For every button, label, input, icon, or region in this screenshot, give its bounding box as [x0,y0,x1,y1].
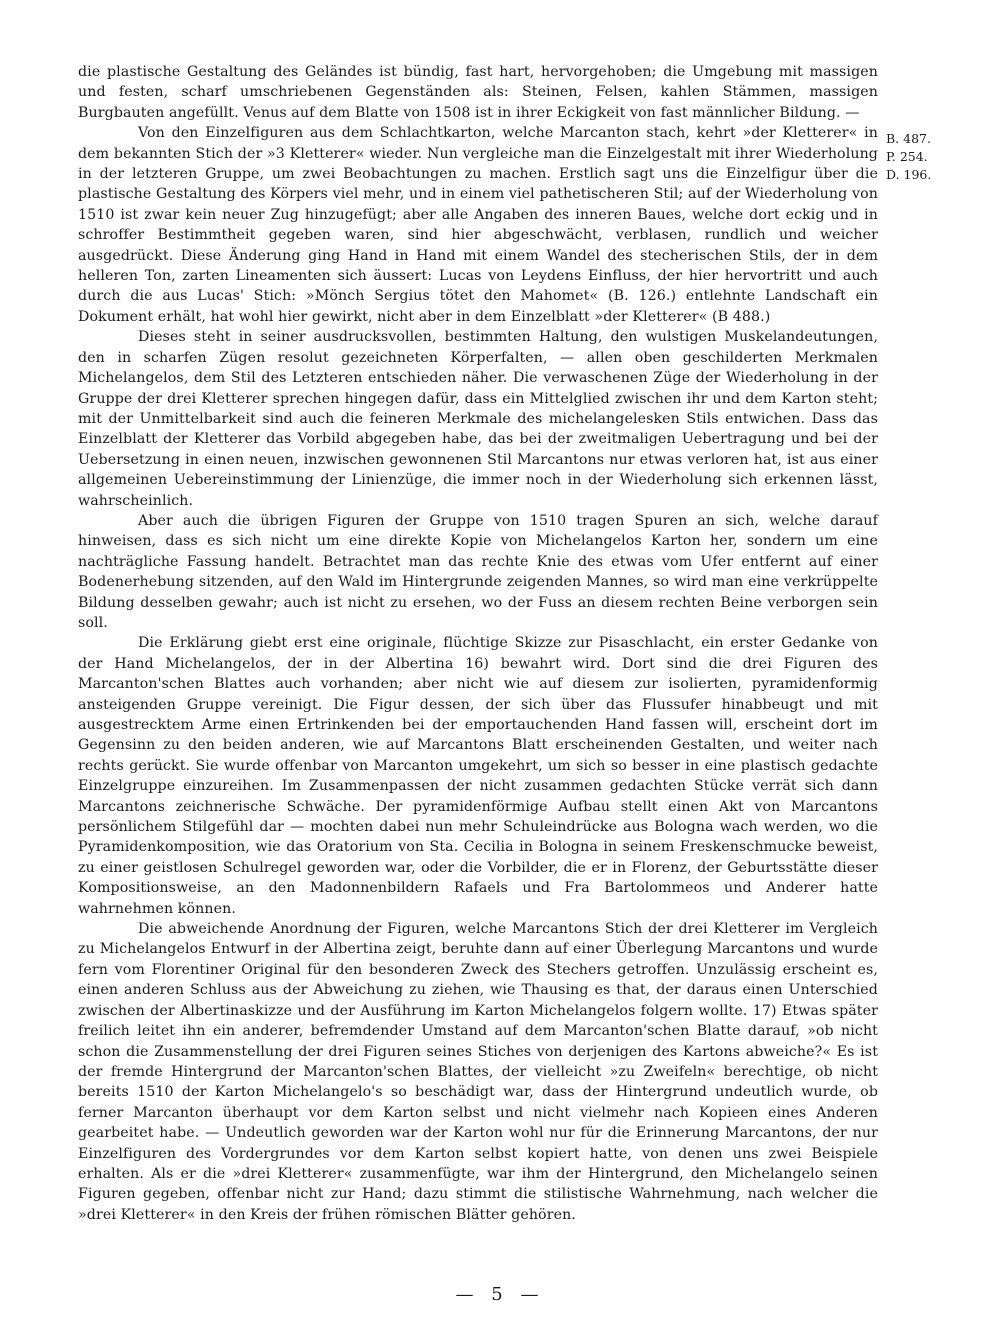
paragraph-2: Dieses steht in seiner ausdrucksvollen, bestimmten Haltung, den wulstigen Muskelandeutungen, den in scharfen Zügen resolut gezeichneten Körperfalten, — allen oben geschilderten Merkmalen Michelangelos, dem Stil des Letzteren entschieden näher. Die verwaschenen Züge der Wiederholung in der Gruppe der drei Kletterer sprechen hingegen dafür, dass ein Mittelglied zwischen ihr und dem Karton steht; mit der Unmittelbarkeit sind auch die feineren Merkmale des michelangelesken Stils entwichen. Dass das Einzelblatt der Kletterer das Vorbild abgegeben habe, das bei der zweitmaligen Uebertragung und bei der Uebersetzung in einen neuen, inzwischen gewonnenen Stil Marcantons nur etwas verloren hat, ist aus einer allgemeinen Uebereinstimmung der Linienzüge, die immer noch in der Wiederholung sich erkennen lässt, wahrscheinlich. [78,329,878,509]
paragraph-5: Die abweichende Anordnung der Figuren, welche Marcantons Stich der drei Kletterer im Vergleich zu Michelangelos Entwurf in der Albertina zeigt, beruhte dann auf einer Überlegung Marcantons und wurde fern vom Florentiner Original für den besonderen Zweck des Stechers getroffen. Unzulässig erscheint es, einen anderen Schluss aus der Abweichung zu ziehen, wie Thausing es that, der daraus einen Unterschied zwischen der Albertinaskizze und der Ausführung im Karton Michelangelos folgern wollte. 17) Etwas später freilich leitet ihn ein anderer, befremdender Umstand auf dem Marcanton'schen Blatte darauf, »ob nicht schon die Zusammenstellung der drei Figuren seines Stiches von derjenigen des Kartons abweiche?« Es ist der fremde Hintergrund der Marcanton'schen Blattes, der vielleicht »zu Zweifeln« berechtige, ob nicht bereits 1510 der Karton Michelangelo's so beschädigt war, dass der Hintergrund undeutlich wurde, ob ferner Marcanton überhaupt vor dem Karton selbst und nicht vielmehr nach Kopieen eines Anderen gearbeitet habe. — Undeutlich geworden war der Karton wohl nur für die Erinnerung Marcantons, der nur Einzelfiguren des Vordergrundes vor dem Karton selbst kopiert hatte, von denen uns zwei Beispiele erhalten. Als er die »drei Kletterer« zusammenfügte, war ihm der Hintergrund, den Michelangelo seinen Figuren gegeben, offenbar nicht zur Hand; dazu stimmt die stilistische Wahrnehmung, nach welcher die »drei Kletterer« in den Kreis der frühen römischen Blätter gehören. [78,921,878,1223]
paragraph-0: die plastische Gestaltung des Geländes ist bündig, fast hart, hervorgehoben; die Umgebung mit massigen und festen, scharf umschriebenen Gegenständen als: Steinen, Felsen, kahlen Stämmen, massigen Burgbauten angefüllt. Venus auf dem Blatte von 1508 ist in ihrer Eckigkeit von fast männlicher Bildung. — [78,64,878,121]
margin-note-bartsch: B. 487. [886,131,931,146]
paragraph-3: Aber auch die übrigen Figuren der Gruppe von 1510 tragen Spuren an sich, welche darauf hinweisen, dass es sich nicht um eine direkte Kopie von Michelangelos Karton her, sondern um eine nachträgliche Fassung handelt. Betrachtet man das rechte Knie des etwas vom Ufer entfernt auf einer Bodenerhebung sitzenden, auf den Wald im Hintergrunde zeigenden Mannes, so wird man eine verkrüppelte Bildung desselben gewahr; auch ist nicht zu ersehen, wo der Fuss an diesem rechten Beine verborgen sein soll. [78,512,878,631]
page-number: — 5 — [455,1284,545,1305]
paragraph-4: Die Erklärung giebt erst eine originale, flüchtige Skizze zur Pisaschlacht, ein erster Gedanke von der Hand Michelangelos, der in der Albertina 16) bewahrt wird. Dort sind die drei Figuren des Marcanton'schen Blattes auch vorhanden; aber nicht wie auf diesem zur isolierten, pyramidenformig ansteigenden Gruppe vereinigt. Die Figur dessen, der sich über das Flussufer hinabbeugt und mit ausgestrecktem Arme einen Ertrinkenden bei der emportauchenden Hand fassen will, erscheint dort im Gegensinn zu den beiden anderen, wie auf Marcantons Blatt erscheinenden Gestalten, und weiter nach rechts gerückt. Sie wurde offenbar von Marcanton umgekehrt, um sich so besser in eine plastisch gedachte Einzelgruppe einzureihen. Im Zusammenpassen der nicht zusammen gedachten Stücke verrät sich dann Marcantons zeichnerische Schwäche. Der pyramidenförmige Aufbau stellt einen Akt von Marcantons persönlichem Stilgefühl dar — mochten dabei nun mehr Schuleindrücke aus Bologna wach werden, wo die Pyramidenkomposition, wie das Oratorium von Sta. Cecilia in Bologna in seinem Freskenschmucke beweist, zu einer geistlosen Schulregel geworden war, oder die Vorbilder, die er in Florenz, der Geburtsstätte dieser Kompositionsweise, an den Madonnenbildern Rafaels und Fra Bartolommeos und Anderer hatte wahrnehmen können. [78,635,878,917]
body-text [78,62,878,1225]
paragraph-1: Von den Einzelfiguren aus dem Schlachtkarton, welche Marcanton stach, kehrt »der Kletterer« in dem bekannten Stich der »3 Kletterer« wieder. Nun vergleiche man die Einzelgestalt mit ihrer Wiederholung in der letzteren Gruppe, um zwei Beobachtungen zu machen. Erstlich sagt uns die Einzelfigur über die plastische Gestaltung des Körpers viel mehr, und in einem viel pathetischeren Stil; auf der Wiederholung von 1510 ist zwar kein neuer Zug hinzugefügt; aber alle Angaben des inneren Baues, welche dort eckig und in schroffer Bestimmtheit gegeben waren, sind hier abgeschwächt, verblasen, rundlich und weicher ausgedrückt. Diese Änderung ging Hand in Hand mit einem Wandel des stecherischen Stils, der in dem helleren Ton, zarten Lineamenten sich äussert: Lucas von Leydens Einfluss, der hier hervortritt und auch durch die aus Lucas' Stich: »Mönch Sergius tötet den Mahomet« (B. 126.) entlehnte Landschaft ein Dokument erhält, hat wohl hier gewirkt, nicht aber in dem Einzelblatt »der Kletterer« (B 488.) [78,125,878,325]
margin-note-delaborde: D. 196. [886,167,932,182]
margin-notes [886,130,966,184]
margin-note-passavant: P. 254. [886,149,928,164]
